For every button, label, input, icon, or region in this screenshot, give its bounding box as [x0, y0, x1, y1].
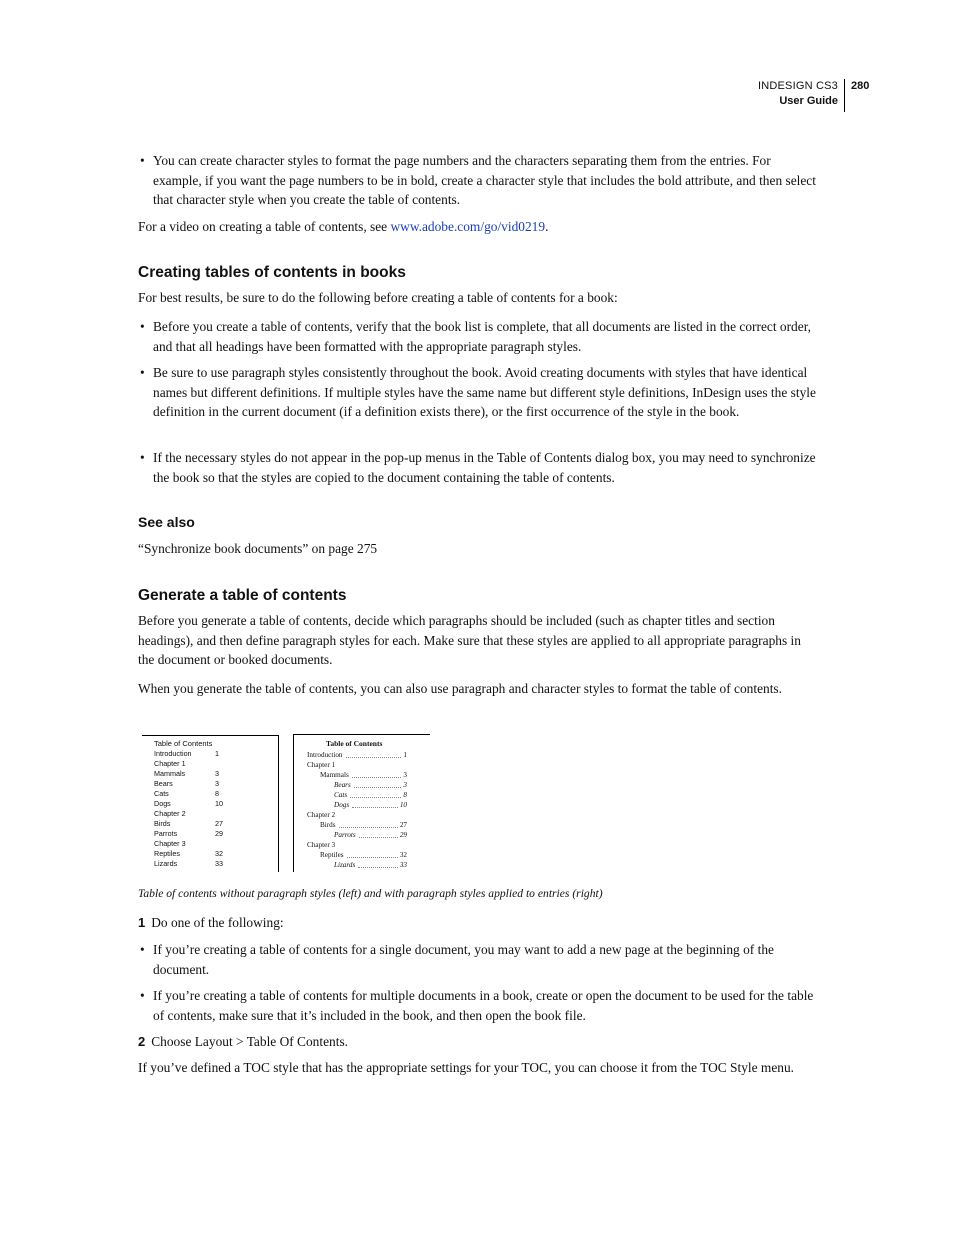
toc-leader-dots: [352, 777, 401, 778]
toc-entry-page: 1: [403, 751, 407, 759]
toc-entry-label: Reptiles: [154, 849, 180, 858]
toc-entry-label: Chapter 2: [307, 811, 336, 819]
generate-para-2: When you generate the table of contents, you can also use paragraph and character styles to format the table of contents.: [138, 681, 782, 696]
toc-entry-label: Dogs: [154, 799, 171, 808]
toc-entry-label: Mammals: [154, 769, 186, 778]
toc-entry-label: Reptiles: [320, 851, 344, 859]
toc-leader-dots: [350, 797, 401, 798]
toc-entry: [320, 820, 407, 830]
product-name: INDESIGN CS3: [757, 80, 838, 92]
toc-entry: [334, 790, 407, 800]
toc-entry-page: 27: [215, 819, 223, 828]
toc-entry-page: 27: [399, 821, 407, 829]
toc-entry: [334, 780, 407, 790]
toc-entry-label: Birds: [320, 821, 336, 829]
toc-entry-page: 29: [215, 829, 223, 838]
bullet-glyph: •: [140, 942, 145, 957]
toc-example-styled: [293, 734, 430, 872]
toc-title: Table of Contents: [326, 739, 383, 748]
toc-entry-page: 1: [215, 749, 219, 758]
bullet-glyph: •: [140, 153, 145, 168]
toc-entry: [154, 809, 264, 819]
toc-title: Table of Contents: [154, 739, 213, 748]
video-paragraph: [138, 217, 548, 237]
section-intro: For best results, be sure to do the following before creating a table of contents for a book:: [138, 290, 618, 305]
toc-entry-label: Cats: [334, 791, 348, 799]
figure-caption: Table of contents without paragraph styles (left) and with paragraph styles applied to entries (right): [138, 886, 603, 900]
step-2: [138, 1032, 348, 1052]
list-item-text: Before you create a table of contents, verify that the book list is complete, that all documents are listed in the correct order, and that all headings have been formatted with the appropriate paragraph styles.: [153, 319, 811, 354]
section-heading-generate: Generate a table of contents: [138, 587, 347, 604]
toc-entry-label: Introduction: [307, 751, 343, 759]
toc-entry: [154, 799, 264, 809]
toc-entry: [334, 800, 407, 810]
toc-entry: [154, 779, 264, 789]
toc-entry: [154, 759, 264, 769]
toc-entry-label: Bears: [154, 779, 173, 788]
toc-entry: [320, 850, 407, 860]
list-item: [138, 986, 818, 1025]
list-item-text: You can create character styles to format the page numbers and the characters separating them from the entries. For example, if you want the page numbers to be in bold, create a character style that includes the bold attribute, and then select that character style when you create the table of contents.: [153, 153, 816, 208]
toc-entry-page: 33: [215, 859, 223, 868]
toc-entry-label: Birds: [154, 819, 171, 828]
step-number: 1: [138, 915, 146, 930]
video-end: .: [545, 219, 549, 234]
toc-entry-page: 29: [399, 831, 407, 839]
toc-entry: [320, 770, 407, 780]
bullet-glyph: •: [140, 365, 145, 380]
toc-entry-page: 32: [399, 851, 407, 859]
toc-leader-dots: [352, 807, 398, 808]
page-number: 280: [851, 80, 870, 92]
bullet-glyph: •: [140, 319, 145, 334]
toc-entry-label: Chapter 3: [307, 841, 336, 849]
toc-entry-label: Parrots: [334, 831, 356, 839]
toc-entry-label: Chapter 3: [154, 839, 186, 848]
bullet-glyph: •: [140, 450, 145, 465]
toc-entry-label: Lizards: [154, 859, 178, 868]
toc-entry: [334, 830, 407, 840]
toc-entry-label: Dogs: [334, 801, 350, 809]
step-text: Do one of the following:: [151, 915, 284, 930]
toc-entry: [154, 859, 264, 869]
step-1: [138, 913, 284, 933]
list-item-text: If you’re creating a table of contents for a single document, you may want to add a new page at the beginning of the document.: [153, 942, 774, 977]
toc-entry-page: 3: [215, 779, 219, 788]
list-item-text: If you’re creating a table of contents for multiple documents in a book, create or open the document to be used for the table of contents, make sure that it’s included in the book, and then open the book file.: [153, 988, 814, 1023]
toc-entry: [334, 860, 407, 870]
toc-leader-dots: [358, 867, 398, 868]
toc-entry: [307, 840, 407, 850]
toc-entry-page: 8: [403, 791, 407, 799]
video-text: For a video on creating a table of contents, see: [138, 219, 391, 234]
toc-entry-page: 3: [215, 769, 219, 778]
toc-entry: [154, 819, 264, 829]
toc-entry-label: Lizards: [334, 861, 356, 869]
list-item: [138, 448, 818, 487]
toc-entry-page: 10: [399, 801, 407, 809]
toc-entry: [307, 760, 407, 770]
generate-para-1: Before you generate a table of contents, decide which paragraphs should be included (such as chapter titles and section headings), and then define paragraph styles for each. Make sure that these styles are applied to all appropriate paragraphs in the document or booked documents.: [138, 613, 801, 668]
toc-entry: [154, 849, 264, 859]
toc-entry-page: 8: [215, 789, 219, 798]
toc-entry-label: Chapter 1: [307, 761, 336, 769]
list-item-text: Be sure to use paragraph styles consistently throughout the book. Avoid creating documents with styles that have identical names but different definitions. If multiple styles have the same name but different style definitions, InDesign uses the style definition in the current document (if a definition exists there), or the first occurrence of the style in the book.: [153, 365, 816, 420]
toc-entry-page: 33: [399, 861, 407, 869]
toc-entry-page: 10: [215, 799, 223, 808]
toc-entry-label: Bears: [334, 781, 351, 789]
toc-entry-label: Chapter 2: [154, 809, 186, 818]
step-text: Choose Layout > Table Of Contents.: [151, 1034, 349, 1049]
list-item: [138, 363, 818, 422]
list-item: [138, 317, 818, 356]
toc-entry: [154, 829, 264, 839]
toc-example-unstyled: [142, 735, 279, 872]
list-item: [138, 940, 818, 979]
final-paragraph: If you’ve defined a TOC style that has the appropriate settings for your TOC, you can choose it from the TOC Style menu.: [138, 1060, 795, 1075]
toc-entry-page: 3: [403, 781, 407, 789]
guide-name: User Guide: [779, 95, 838, 107]
toc-entry-label: Introduction: [154, 749, 192, 758]
toc-leader-dots: [339, 827, 398, 828]
toc-entry: [154, 769, 264, 779]
toc-entry-label: Cats: [154, 789, 169, 798]
toc-entry-label: Parrots: [154, 829, 178, 838]
section-heading-books: Creating tables of contents in books: [138, 264, 406, 281]
toc-entry-page: 3: [403, 771, 407, 779]
toc-entry: [154, 789, 264, 799]
step-number: 2: [138, 1034, 146, 1049]
see-also-link[interactable]: “Synchronize book documents” on page 275: [138, 541, 378, 556]
bullet-glyph: •: [140, 988, 145, 1003]
toc-entry: [154, 839, 264, 849]
list-item-text: If the necessary styles do not appear in the pop-up menus in the Table of Contents dialog box, you may need to synchronize the book so that the styles are copied to the document containing the table of contents.: [153, 450, 816, 485]
toc-entry-label: Chapter 1: [154, 759, 186, 768]
toc-entry-page: 32: [215, 849, 223, 858]
toc-entry: [307, 750, 407, 760]
list-item: [138, 151, 818, 210]
toc-leader-dots: [354, 787, 401, 788]
see-also-heading: See also: [138, 514, 195, 530]
video-link[interactable]: www.adobe.com/go/vid0219: [390, 219, 546, 234]
toc-entry: [307, 810, 407, 820]
toc-leader-dots: [347, 857, 398, 858]
toc-leader-dots: [346, 757, 401, 758]
toc-entry-label: Mammals: [320, 771, 349, 779]
toc-leader-dots: [359, 837, 398, 838]
toc-entry: [154, 749, 264, 759]
running-header: [758, 79, 845, 112]
